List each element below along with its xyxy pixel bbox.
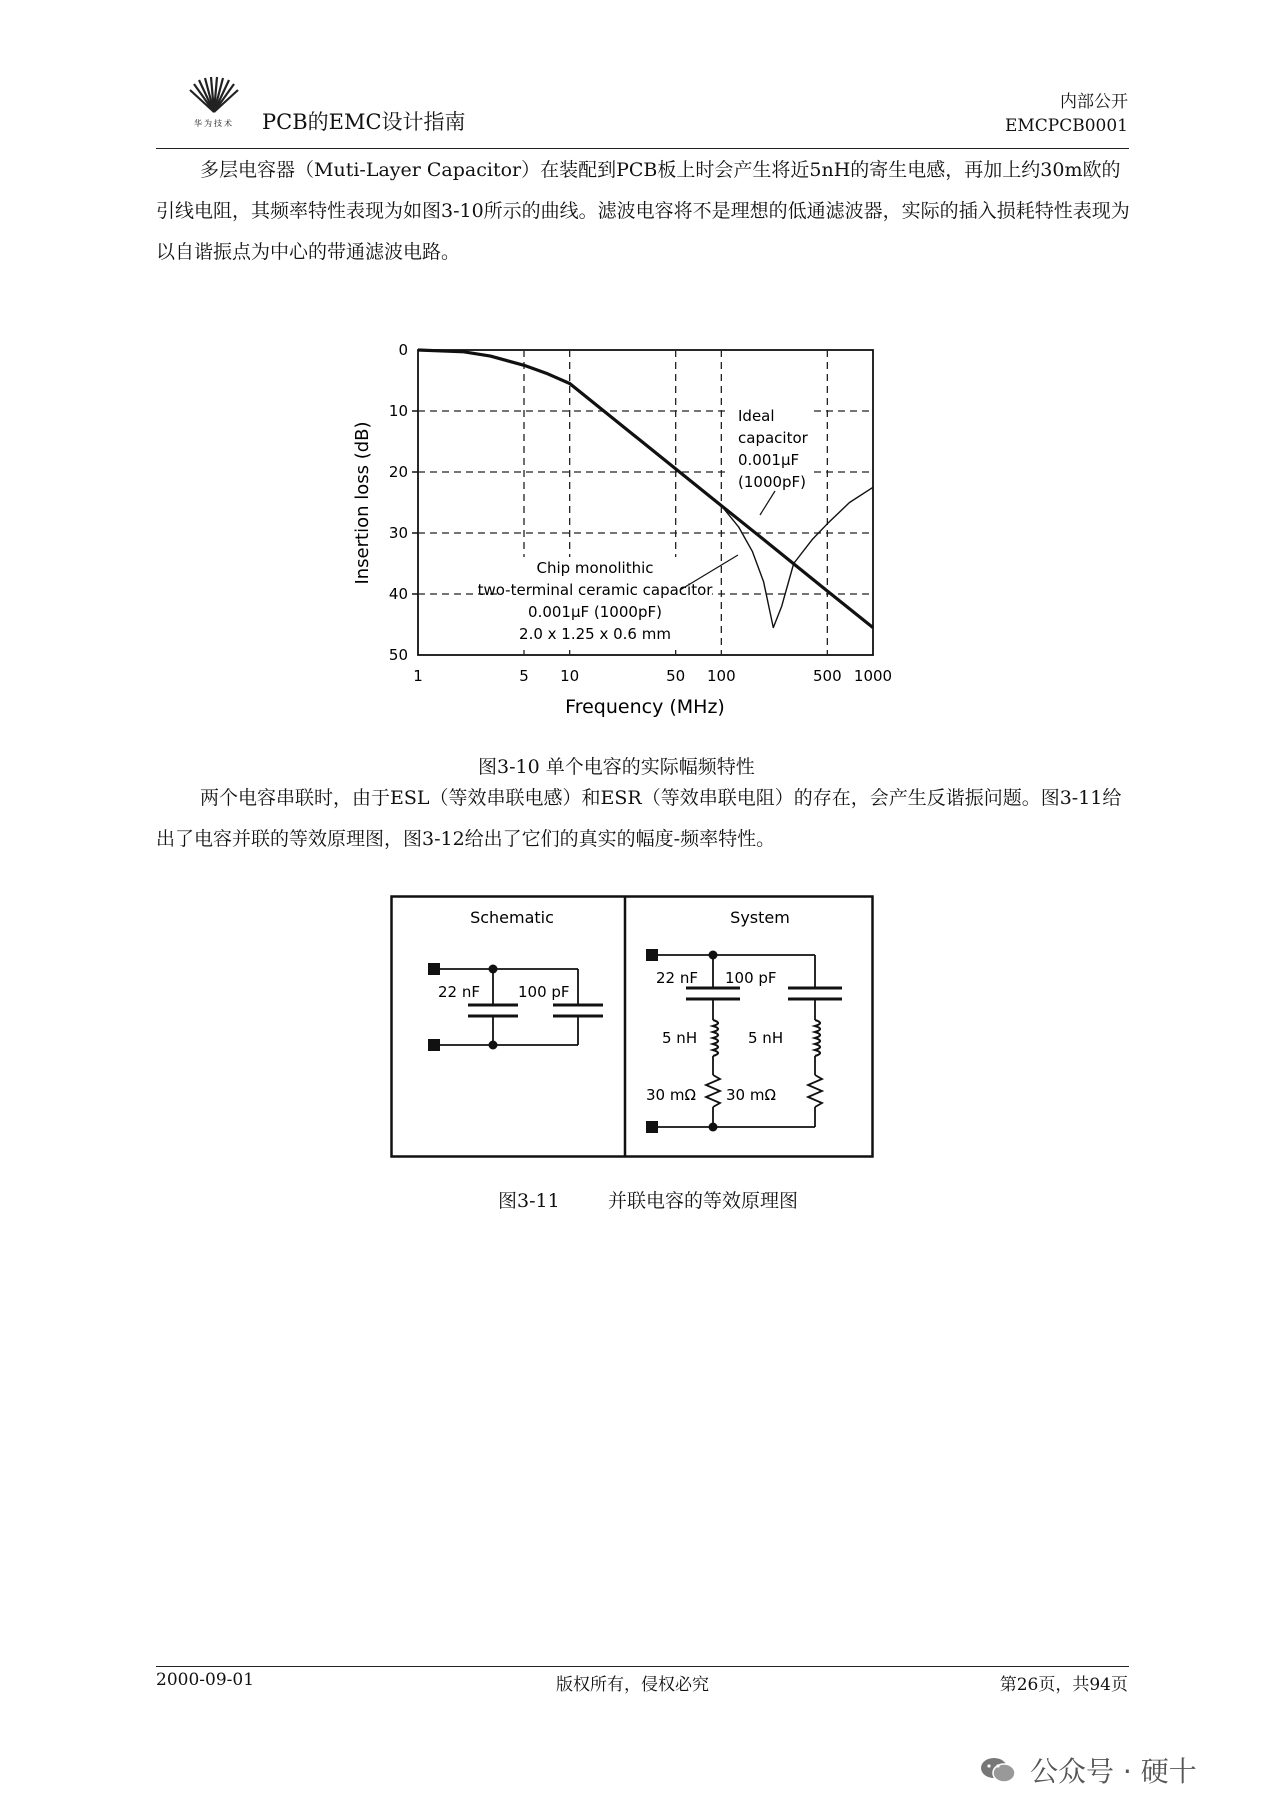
y-axis-label: Insertion loss (dB) [352,421,373,585]
y-tick-label-5: 50 [388,646,408,664]
wechat-watermark [980,1750,1197,1790]
footer-copyright: 版权所有，侵权必究 [556,1675,709,1695]
annotation-ideal-2: capacitor [738,429,808,447]
system-l2-label: 5 nH [748,1029,784,1047]
header-divider [156,148,1129,149]
annotation-ideal-4: (1000pF) [738,473,807,491]
annotation-chip-3: 0.001μF (1000pF) [528,603,662,621]
document-code: EMCPCB0001 [1004,116,1128,136]
system-r1-label: 30 mΩ [646,1086,696,1104]
annotation-chip-1: Chip monolithic [536,559,654,577]
system-r2-label: 30 mΩ [726,1086,776,1104]
x-tick-label-3: 50 [666,667,686,685]
system-c1-label: 22 nF [656,969,698,987]
parallel-capacitor-schematic [390,895,876,1160]
wechat-icon [980,1756,1016,1784]
schematic-c1-label: 22 nF [438,983,480,1001]
y-tick-label-1: 10 [388,402,408,420]
schematic-terminal-top [428,963,440,975]
figure-3-10-caption: 图3-10 单个电容的实际幅频特性 [478,756,755,778]
x-tick-label-6: 1000 [853,667,893,685]
y-tick-label-4: 40 [388,585,408,603]
schematic-c2-label: 100 pF [518,983,570,1001]
x-axis-label: Frequency (MHz) [565,696,725,718]
footer-page-number: 第26页，共94页 [999,1675,1128,1695]
chip-capacitor-annotation [478,555,738,647]
y-tick-label-2: 20 [388,463,408,481]
system-title: System [730,908,790,927]
schematic-circuit [434,969,603,1045]
y-tick-label-0: 0 [398,341,408,359]
schematic-frame [392,897,873,1157]
x-tick-label-0: 1 [413,667,423,685]
logo-fan-icon [186,76,242,114]
document-title: PCB的EMC设计指南 [262,110,466,134]
system-terminal-top [646,949,658,961]
footer-divider [156,1666,1129,1667]
ideal-capacitor-annotation [730,405,810,515]
x-tick-label-4: 100 [707,667,736,685]
annotation-chip-4: 2.0 x 1.25 x 0.6 mm [519,625,671,643]
x-tick-label-2: 10 [560,667,580,685]
system-terminal-bottom [646,1121,658,1133]
company-logo [186,76,242,126]
annotation-chip-2: two-terminal ceramic capacitor [477,581,713,599]
footer-date: 2000-09-01 [156,1670,255,1690]
annotation-ideal-3: 0.001μF [738,451,800,469]
schematic-node-top [489,965,498,974]
y-tick-label-3: 30 [388,524,408,542]
system-node-top [709,951,718,960]
schematic-terminal-bottom [428,1039,440,1051]
paragraph-antiresonance: 两个电容串联时，由于ESL（等效串联电感）和ESR（等效串联电阻）的存在，会产生反谐振问题。图3-11给出了电容并联的等效原理图，图3-12给出了它们的真实的幅度-频率特性。 [156,787,1122,850]
paragraph-intro: 多层电容器（Muti-Layer Capacitor）在装配到PCB板上时会产生将近5nH的寄生电感，再加上约30m欧的引线电阻，其频率特性表现为如图3-10所示的曲线。滤波电容将不是理想的低通滤波器，实际的插入损耗特性表现为以自谐振点为中心的带通滤波电路。 [156,159,1130,263]
system-node-bottom [709,1123,718,1132]
annotation-ideal-1: Ideal [738,407,775,425]
schematic-node-bottom [489,1041,498,1050]
figure-3-11-caption-text: 并联电容的等效原理图 [608,1190,799,1212]
classification-label: 内部公开 [1060,92,1128,112]
logo-text: 华为技术 [194,119,234,128]
figure-3-11-caption-number: 图3-11 [498,1190,560,1212]
x-tick-label-1: 5 [519,667,529,685]
insertion-loss-chart [340,335,910,735]
watermark-text: 公众号 · 硬十 [1030,1755,1197,1788]
system-c2-label: 100 pF [725,969,777,987]
x-tick-label-5: 500 [813,667,842,685]
system-l1-label: 5 nH [662,1029,698,1047]
schematic-title: Schematic [470,908,554,927]
